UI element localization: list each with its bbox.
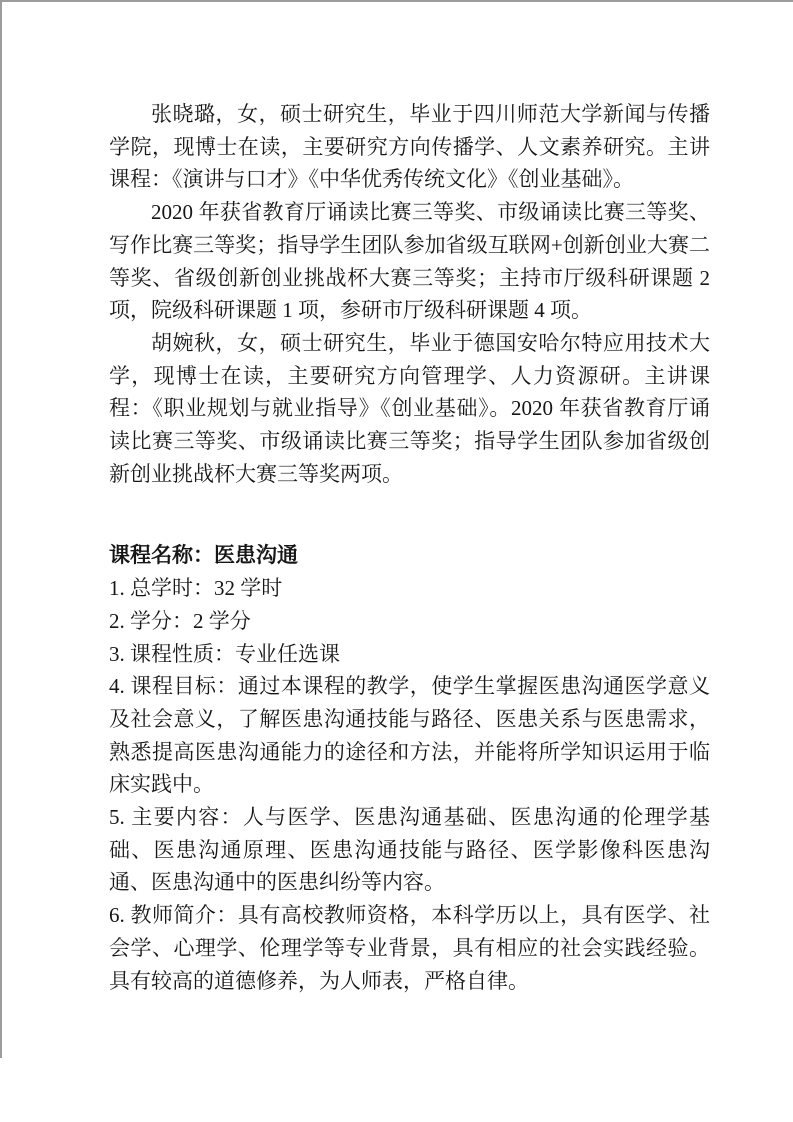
course-item-total-hours: 1. 总学时：32 学时 bbox=[109, 576, 283, 601]
page-edge-left bbox=[0, 0, 2, 1058]
course-title-heading: 课程名称：医患沟通 bbox=[109, 543, 298, 568]
course-item-main-content: 5. 主要内容：人与医学、医患沟通基础、医患沟通的伦理学基础、医患沟通原理、医患沟通技能与路径、医学影像科医患沟通、医患沟通中的医患纠纷等内容。 bbox=[109, 805, 710, 895]
course-section bbox=[109, 539, 710, 997]
page-edge-top bbox=[0, 0, 793, 2]
course-item-objectives: 4. 课程目标：通过本课程的教学，使学生掌握医患沟通医学意义及社会意义，了解医患沟通技能与路径、医患关系与医患需求，熟悉提高医患沟通能力的途径和方法，并能将所学知识运用于临床实践中。 bbox=[109, 674, 710, 797]
course-item-course-type: 3. 课程性质：专业任选课 bbox=[109, 641, 340, 666]
paragraph-zhang-xiaolu-awards: 2020 年获省教育厅诵读比赛三等奖、市级诵读比赛三等奖、写作比赛三等奖；指导学生团队参加省级互联网+创新创业大赛二等奖、省级创新创业挑战杯大赛三等奖；主持市厅级科研课题 2 项，院级科研课题 1 项，参研市厅级科研课题 4 项。 bbox=[109, 200, 710, 323]
course-item-credits: 2. 学分：2 学分 bbox=[109, 608, 251, 633]
document-body bbox=[109, 98, 710, 997]
course-item-teacher-profile: 6. 教师简介：具有高校教师资格，本科学历以上，具有医学、社会学、心理学、伦理学等专业背景，具有相应的社会实践经验。具有较高的道德修养，为人师表，严格自律。 bbox=[109, 903, 710, 993]
paragraph-hu-wanqiu-bio: 胡婉秋，女，硕士研究生，毕业于德国安哈尔特应用技术大学，现博士在读，主要研究方向管理学、人力资源研。主讲课程：《职业规划与就业指导》《创业基础》。2020 年获省教育厅诵读比赛三等奖、市级诵读比赛三等奖；指导学生团队参加省级创新创业挑战杯大赛三等奖两项。 bbox=[109, 330, 710, 486]
paragraph-zhang-xiaolu-bio: 张晓璐，女，硕士研究生，毕业于四川师范大学新闻与传播学院，现博士在读，主要研究方向传播学、人文素养研究。主讲课程：《演讲与口才》《中华优秀传统文化》《创业基础》。 bbox=[109, 102, 710, 192]
